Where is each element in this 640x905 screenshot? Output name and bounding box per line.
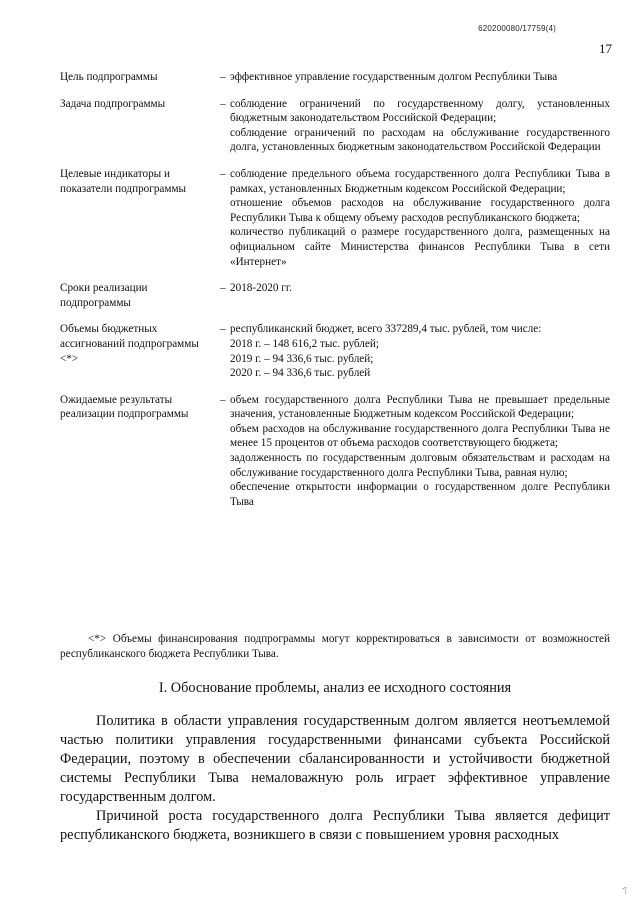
passport-item	[220, 422, 610, 451]
passport-row	[60, 70, 610, 85]
passport-item-text: объем государственного долга Республики Тыва не превышает предельные значения, установленные Бюджетным кодексом Российской Федерации;	[230, 393, 610, 421]
passport-item-text: 2018-2020 гг.	[230, 282, 292, 295]
passport-item	[220, 393, 610, 422]
passport-item-text: соблюдение ограничений по расходам на обслуживание государственного долга, установленных бюджетным законодательством Российской Федерации	[230, 126, 610, 154]
passport-item-text: 2018 г. – 148 616,2 тыс. рублей;	[230, 337, 379, 350]
passport-row	[60, 97, 610, 155]
passport-row-label: Ожидаемые результаты реализации подпрограммы	[60, 393, 189, 421]
dash-marker: –	[220, 71, 226, 83]
passport-item	[220, 352, 610, 367]
passport-row	[60, 393, 610, 510]
body-paragraph: Политика в области управления государственным долгом является неотъемлемой частью политики управления государственными финансами субъекта Российской Федерации, поэтому в обеспечении сбалансированности и устойчивости бюджетной системы Республики Тыва немаловажную роль играет эффективное управление государственным долгом.	[60, 713, 610, 805]
passport-item	[220, 196, 610, 225]
passport-item	[220, 322, 610, 337]
footnote: <*> Объемы финансирования подпрограммы могут корректироваться в зависимости от возможностей республиканского бюджета Республики Тыва.	[60, 633, 610, 660]
passport-row-label: Целевые индикаторы и показатели подпрограммы	[60, 167, 187, 195]
passport-row-content	[220, 97, 610, 155]
page-number: 17	[599, 41, 612, 56]
passport-row-content	[220, 322, 610, 380]
passport-item-text: республиканский бюджет, всего 337289,4 тыс. рублей, том числе:	[230, 323, 542, 336]
passport-row-label: Сроки реализации подпрограммы	[60, 282, 148, 309]
passport-item	[220, 225, 610, 269]
margin-mark: 7	[621, 885, 630, 898]
passport-row-content	[220, 281, 610, 310]
dash-marker: –	[220, 393, 226, 406]
body-text	[60, 712, 610, 845]
passport-item	[220, 281, 610, 296]
passport-item	[220, 366, 610, 381]
passport-row	[60, 322, 610, 380]
passport-item	[220, 97, 610, 126]
passport-item-text: объем расходов на обслуживание государственного долга Республики Тыва не менее 15 процентов от объема расходов соответствующего бюджета;	[230, 422, 610, 450]
dash-marker: –	[220, 282, 226, 295]
passport-table	[60, 70, 610, 521]
passport-item-text: 2020 г. – 94 336,6 тыс. рублей	[230, 367, 371, 380]
passport-row-content	[220, 70, 610, 85]
dash-marker: –	[220, 323, 226, 336]
passport-item-text: 2019 г. – 94 336,6 тыс. рублей;	[230, 352, 374, 365]
passport-item-text: соблюдение ограничений по государственному долгу, установленных бюджетным законодательством Российской Федерации;	[230, 97, 610, 125]
passport-item-text: количество публикаций о размере государственного долга, размещенных на официальном сайте Министерства финансов Республики Тыва в сети «Интернет»	[230, 226, 610, 268]
passport-row	[60, 167, 610, 269]
section-heading: I. Обоснование проблемы, анализ ее исходного состояния	[158, 680, 512, 696]
passport-item-text: соблюдение предельного объема государственного долга Республики Тыва в рамках, установленных Бюджетным кодексом Российской Федерации;	[230, 167, 610, 195]
dash-marker: –	[220, 97, 226, 110]
passport-item	[220, 451, 610, 480]
passport-row-content	[220, 393, 610, 510]
passport-row-label: Объемы бюджетных ассигнований подпрограммы <*>	[60, 323, 199, 365]
passport-row-label: Цель подпрограммы	[60, 71, 158, 83]
passport-item-text: задолженность по государственным долговым обязательствам и расходам на обслуживание государственного долга Республики Тыва, равная нулю;	[230, 452, 610, 479]
passport-item	[220, 70, 610, 85]
body-paragraph: Причиной роста государственного долга Республики Тыва является дефицит республиканского бюджета, возникшего в связи с повышением уровня расходных	[60, 808, 610, 843]
passport-item	[220, 337, 610, 352]
passport-row	[60, 281, 610, 310]
passport-item	[220, 480, 610, 509]
passport-row-content	[220, 167, 610, 269]
passport-item-text: эффективное управление государственным долгом Республики Тыва	[230, 71, 558, 83]
passport-item	[220, 126, 610, 155]
dash-marker: –	[220, 167, 226, 180]
passport-item-text: отношение объемов расходов на обслуживание государственного долга Республики Тыва к общему объему расходов республиканского бюджета;	[230, 197, 610, 224]
passport-item	[220, 167, 610, 196]
document-id: 620200080/17759(4)	[478, 24, 556, 33]
passport-row-label: Задача подпрограммы	[60, 97, 166, 110]
passport-item-text: обеспечение открытости информации о государственном долге Республики Тыва	[230, 481, 610, 508]
